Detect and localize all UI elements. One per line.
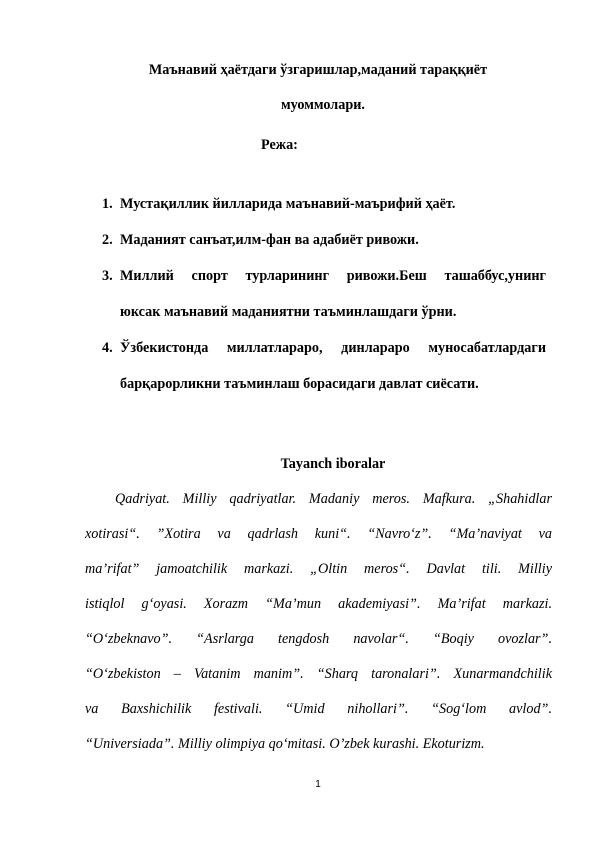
document-title-line-2: муоммолари. — [281, 97, 365, 113]
plan-item-text: Миллий спорт турларининг ривожи.Беш ташаббус,унинг — [120, 268, 546, 284]
keywords-line: “O‘zbeknavo”. “Asrlarga tengdosh navolar“. “Boqiy ovozlar”. — [85, 631, 552, 647]
plan-item-3 — [102, 258, 546, 330]
plan-item-text: барқарорликни таъминлаш борасидаги давлат сиёсати. — [120, 376, 479, 392]
keywords-line: istiqlol g‘oyasi. Xorazm “Ma’mun akademiyasi”. Ma’rifat markazi. — [85, 596, 552, 612]
plan-heading: Режа: — [261, 137, 298, 153]
keywords-line: xotirasi“. ”Xotira va qadrlash kuni“. “Navro‘z”. “Ma’naviyat va — [85, 526, 552, 542]
plan-item-2 — [102, 222, 546, 258]
keywords-paragraph — [85, 482, 552, 762]
plan-item-number: 1. — [102, 196, 113, 212]
plan-item-1 — [102, 186, 546, 222]
keywords-line: ma’rifat” jamoatchilik markazi. „Oltin meros“. Davlat tili. Milliy — [85, 561, 552, 577]
keywords-heading: Tayanch iboralar — [280, 456, 386, 472]
plan-list — [102, 186, 546, 402]
page-number: 1 — [315, 779, 321, 790]
plan-item-4 — [102, 330, 546, 402]
keywords-line: “O‘zbekiston – Vatanim manim”. “Sharq taronalari”. Xunarmandchilik — [85, 666, 552, 682]
keywords-line: “Universiada”. Milliy olimpiya qo‘mitasi. O’zbek kurashi. Ekoturizm. — [85, 736, 485, 752]
plan-item-text: юксак маънавий маданиятни таъминлашдаги ўрни. — [120, 304, 457, 320]
plan-item-number: 3. — [102, 268, 113, 284]
plan-item-number: 2. — [102, 232, 113, 248]
plan-item-text: Ўзбекистонда миллатлараро, динлараро муносабатлардаги — [120, 340, 546, 356]
keywords-line: va Baxshichilik festivali. “Umid nihollari”. “Sog‘lom avlod”. — [85, 701, 552, 717]
plan-item-text: Мустақиллик йилларида маънавий-маърифий ҳаёт. — [120, 196, 456, 212]
plan-item-text: Маданият санъат,илм-фан ва адабиёт ривожи. — [120, 232, 419, 248]
keywords-line: Qadriyat. Milliy qadriyatlar. Madaniy meros. Mafkura. „Shahidlar — [115, 491, 552, 507]
plan-item-number: 4. — [102, 340, 113, 356]
document-title-line-1: Маънавий ҳаётдаги ўзгаришлар,маданий тараққиёт — [148, 62, 488, 78]
